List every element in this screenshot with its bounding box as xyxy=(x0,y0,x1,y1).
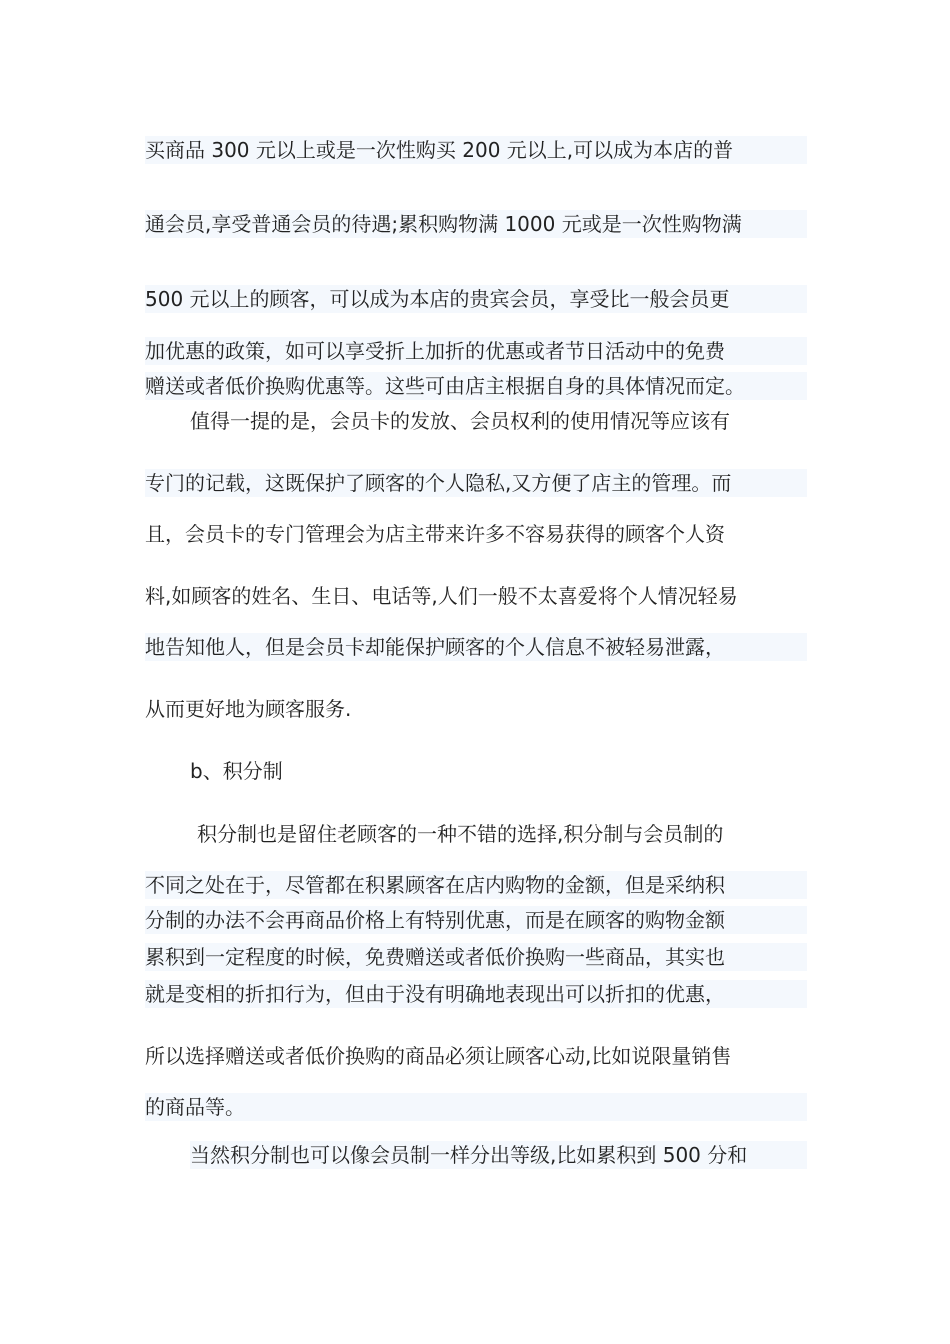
text-line: 买商品 300 元以上或是一次性购买 200 元以上,可以成为本店的普 xyxy=(145,136,807,164)
text-line: 就是变相的折扣行为，但由于没有明确地表现出可以折扣的优惠， xyxy=(145,980,807,1008)
text-line: 累积到一定程度的时候，免费赠送或者低价换购一些商品，其实也 xyxy=(145,943,807,971)
text-line: 地告知他人，但是会员卡却能保护顾客的个人信息不被轻易泄露， xyxy=(145,633,807,661)
text-line: 且，会员卡的专门管理会为店主带来许多不容易获得的顾客个人资 xyxy=(145,522,725,546)
text-line: 加优惠的政策，如可以享受折上加折的优惠或者节日活动中的免费 xyxy=(145,337,807,365)
text-line: 500 元以上的顾客，可以成为本店的贵宾会员，享受比一般会员更 xyxy=(145,285,807,313)
paragraph-first-line: 积分制也是留住老顾客的一种不错的选择,积分制与会员制的 xyxy=(197,822,724,846)
text-line: 专门的记载，这既保护了顾客的个人隐私,又方便了店主的管理。而 xyxy=(145,469,807,497)
text-line: 的商品等。 xyxy=(145,1093,807,1121)
paragraph-first-line: 当然积分制也可以像会员制一样分出等级,比如累积到 500 分和 xyxy=(190,1141,807,1169)
text-line: 所以选择赠送或者低价换购的商品必须让顾客心动,比如说限量销售 xyxy=(145,1044,732,1068)
text-line: 料,如顾客的姓名、生日、电话等,人们一般不太喜爱将个人情况轻易 xyxy=(145,584,738,608)
text-line: 赠送或者低价换购优惠等。这些可由店主根据自身的具体情况而定。 xyxy=(145,372,807,400)
text-line: 通会员,享受普通会员的待遇;累积购物满 1000 元或是一次性购物满 xyxy=(145,210,807,238)
text-line: 不同之处在于，尽管都在积累顾客在店内购物的金额，但是采纳积 xyxy=(145,871,807,899)
section-heading: b、积分制 xyxy=(190,759,283,783)
paragraph-first-line: 值得一提的是，会员卡的发放、会员权利的使用情况等应该有 xyxy=(190,409,730,433)
text-line: 从而更好地为顾客服务. xyxy=(145,697,352,721)
text-line: 分制的办法不会再商品价格上有特别优惠，而是在顾客的购物金额 xyxy=(145,906,807,934)
